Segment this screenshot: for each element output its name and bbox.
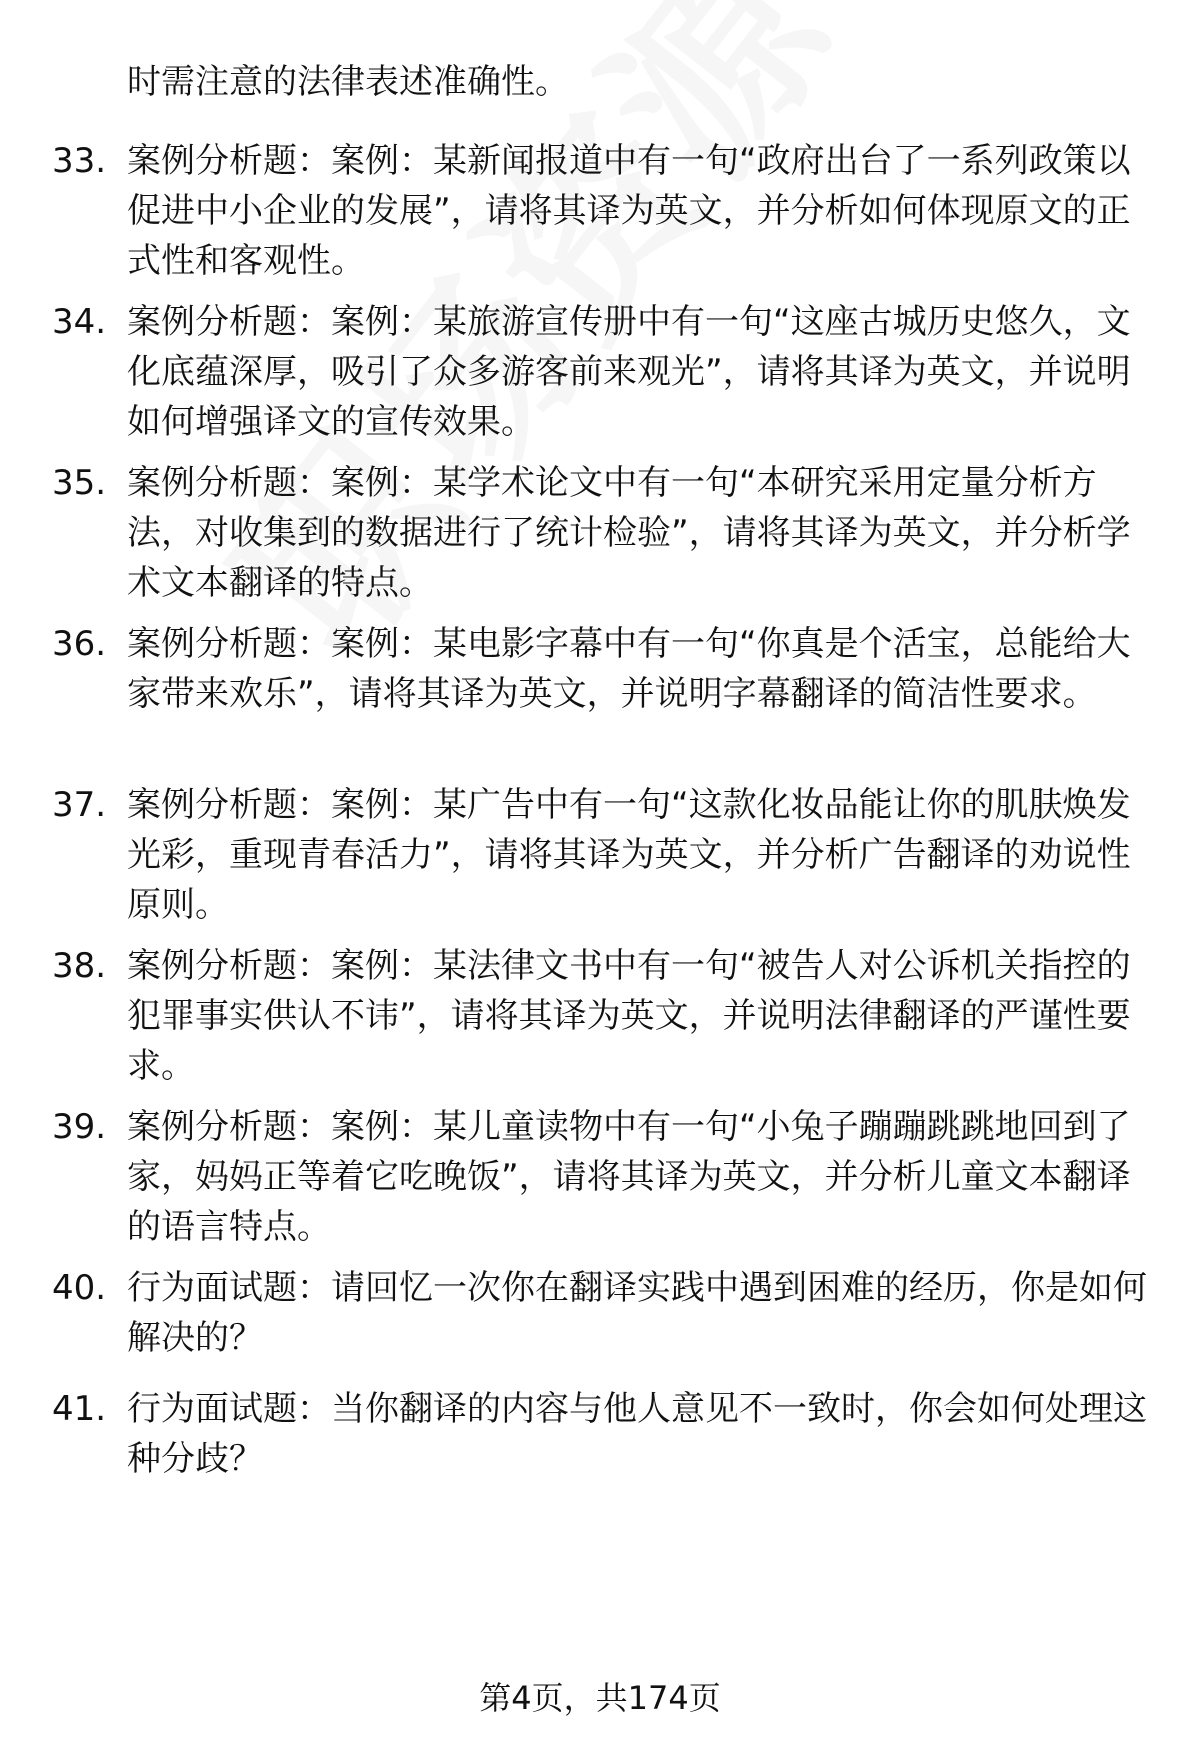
- question-text: 案例分析题：案例：某广告中有一句“这款化妆品能让你的肌肤焕发光彩，重现青春活力”，请将其译为英文，并分析广告翻译的劝说性原则。: [127, 785, 1131, 925]
- question-number: 34.: [52, 302, 107, 342]
- question-text: 案例分析题：案例：某儿童读物中有一句“小兔子蹦蹦跳跳地回到了家，妈妈正等着它吃晚饭”，请将其译为英文，并分析儿童文本翻译的语言特点。: [127, 1107, 1131, 1247]
- question-text: 案例分析题：案例：某旅游宣传册中有一句“这座古城历史悠久，文化底蕴深厚，吸引了众多游客前来观光”，请将其译为英文，并说明如何增强译文的宣传效果。: [127, 302, 1131, 442]
- question-text: 行为面试题：当你翻译的内容与他人意见不一致时，你会如何处理这种分歧？: [127, 1389, 1147, 1479]
- question-number: 36.: [52, 624, 107, 664]
- continuation-line: 时需注意的法律表述准确性。: [127, 62, 569, 102]
- page-footer: 第4页，共174页: [479, 1679, 721, 1717]
- question-number: 38.: [52, 946, 107, 986]
- question-text: 案例分析题：案例：某法律文书中有一句“被告人对公诉机关指控的犯罪事实供认不讳”，请将其译为英文，并说明法律翻译的严谨性要求。: [127, 946, 1131, 1086]
- question-number: 39.: [52, 1107, 107, 1147]
- question-number: 40.: [52, 1268, 107, 1308]
- question-number: 35.: [52, 463, 107, 503]
- question-text: 案例分析题：案例：某电影字幕中有一句“你真是个活宝，总能给大家带来欢乐”，请将其译为英文，并说明字幕翻译的简洁性要求。: [127, 624, 1131, 714]
- question-number: 37.: [52, 785, 107, 825]
- question-text: 案例分析题：案例：某新闻报道中有一句“政府出台了一系列政策以促进中小企业的发展”，请将其译为英文，并分析如何体现原文的正式性和客观性。: [127, 141, 1131, 281]
- question-text: 案例分析题：案例：某学术论文中有一句“本研究采用定量分析方法，对收集到的数据进行了统计检验”，请将其译为英文，并分析学术文本翻译的特点。: [127, 463, 1131, 603]
- question-number: 33.: [52, 141, 107, 181]
- question-text: 行为面试题：请回忆一次你在翻译实践中遇到困难的经历，你是如何解决的？: [127, 1268, 1147, 1358]
- question-number: 41.: [52, 1389, 107, 1429]
